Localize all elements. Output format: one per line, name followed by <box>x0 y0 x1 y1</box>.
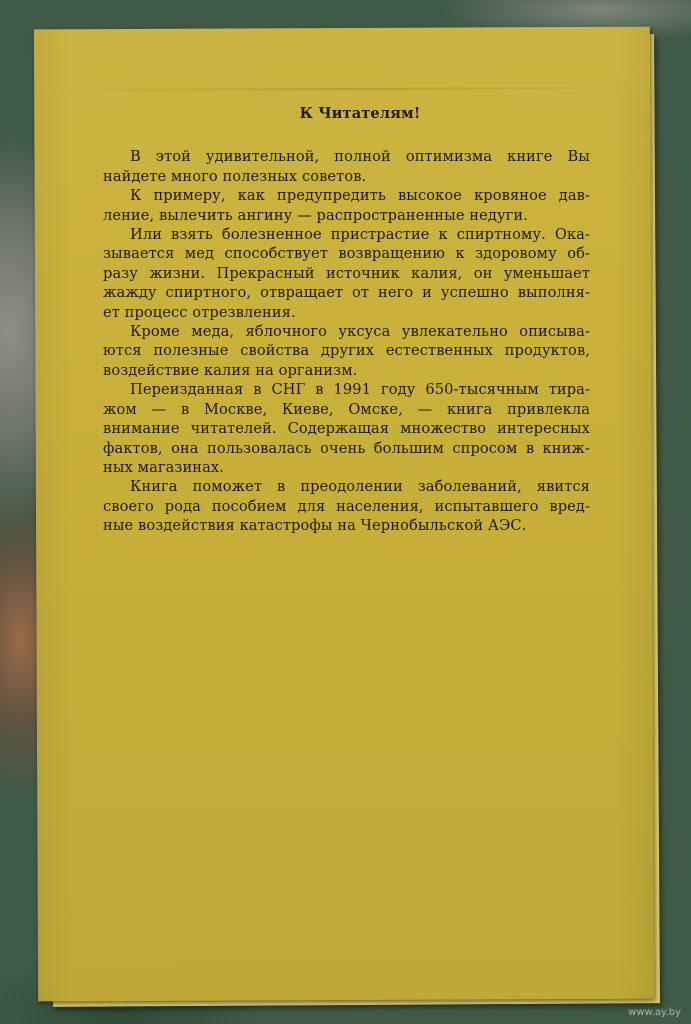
text-line: Или взять болезненное пристрастие к спиртному. Ока- <box>130 226 590 244</box>
text-line: своего рода пособием для населения, испытавшего вред- <box>103 497 590 515</box>
text-line: ет процесс отрезвления. <box>103 303 296 321</box>
text-line: ление, вылечить ангину — распространенные недуги. <box>103 206 528 224</box>
text-line: ются полезные свойства других естественных продуктов, <box>103 342 590 360</box>
text-line: фактов, она пользовалась очень большим спросом в книж- <box>103 439 590 457</box>
paragraph-6 <box>76 477 590 535</box>
text-line: найдете много полезных советов. <box>103 167 367 185</box>
text-line: зывается мед способствует возвращению к здоровому об- <box>103 245 590 263</box>
paragraph-2 <box>76 186 590 225</box>
text-line: внимание читателей. Содержащая множество интересных <box>103 420 590 438</box>
text-line: Книга поможет в преодолении заболеваний, явится <box>130 478 590 496</box>
text-line: разу жизни. Прекрасный источник калия, он уменьшает <box>103 264 590 282</box>
cover-heading: К Читателям! <box>299 105 421 122</box>
text-line: жом — в Москве, Киеве, Омске, — книга привлекла <box>103 400 590 418</box>
cover-crease <box>34 87 650 92</box>
text-line: жажду спиртного, отвращает от него и успешно выполня- <box>103 284 590 302</box>
text-line: ные воздействия катастрофы на Чернобыльской АЭС. <box>103 517 527 535</box>
text-line: В этой удивительной, полной оптимизма книге Вы <box>130 148 590 166</box>
text-line: Переизданная в СНГ в 1991 году 650-тысячным тира- <box>130 381 590 399</box>
cover-text-block <box>76 104 590 536</box>
paragraph-5 <box>76 380 590 477</box>
site-watermark: www.ay.by <box>628 1007 681 1018</box>
text-line: воздействие калия на организм. <box>103 361 358 379</box>
text-line: ных магазинах. <box>103 458 224 476</box>
text-line: Кроме меда, яблочного уксуса увлекательно описыва- <box>130 323 590 341</box>
paragraph-3 <box>76 225 590 322</box>
paragraph-1 <box>76 147 590 186</box>
paragraph-4 <box>76 322 590 380</box>
text-line: К примеру, как предупредить высокое кровяное дав- <box>130 187 590 205</box>
